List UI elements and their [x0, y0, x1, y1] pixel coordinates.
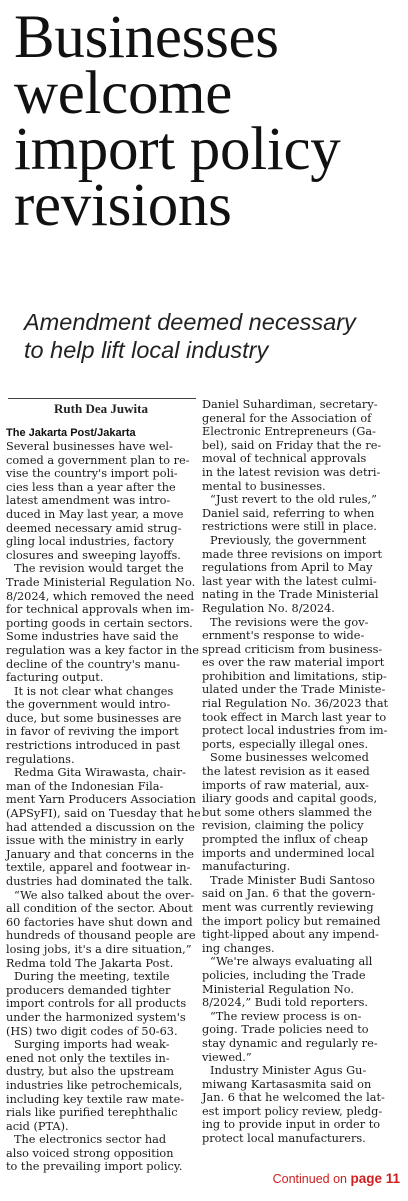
- text-line: Several businesses have wel-: [6, 440, 173, 453]
- byline-rule: [8, 398, 196, 399]
- text-line: nating in the Trade Ministerial: [202, 588, 379, 602]
- text-line: Some industries have said the: [6, 630, 179, 644]
- text-line: ened not only the textiles in-: [6, 1051, 170, 1065]
- text-line: The revision would target the: [14, 562, 184, 576]
- text-line: (APSyFI), said on Tuesday that he: [6, 807, 201, 821]
- text-line: mental to businesses.: [202, 479, 326, 493]
- text-line: had attended a discussion on the: [6, 820, 195, 834]
- text-line: iliary goods and capital goods,: [202, 792, 378, 806]
- text-line: Previously, the government: [210, 533, 367, 547]
- subheadline-line: Amendment deemed necessary: [24, 309, 356, 335]
- text-line: general for the Association of: [202, 411, 372, 425]
- text-line: protect local manufacturers.: [202, 1132, 366, 1146]
- text-line: ment Yarn Producers Association: [6, 793, 196, 807]
- text-line: vise the country's import poli-: [6, 467, 178, 481]
- text-line: for technical approvals when im-: [6, 603, 195, 617]
- continued-page: page 11: [350, 1171, 400, 1186]
- text-line: restrictions introduced in past: [6, 739, 181, 753]
- text-line: “The review process is on-: [210, 1009, 362, 1023]
- text-line: miwang Kartasasmita said on: [202, 1077, 372, 1091]
- text-line: Electronic Entrepreneurs (Ga-: [202, 425, 376, 439]
- text-line: “Just revert to the old rules,”: [210, 493, 377, 507]
- text-line: under the harmonized system's: [6, 1010, 186, 1024]
- text-line: Trade Minister Budi Santoso: [210, 873, 375, 887]
- headline-line: welcome: [14, 60, 233, 127]
- text-line: “We also talked about the over-: [14, 888, 195, 902]
- text-line: imports and undermined local: [202, 846, 375, 860]
- text-line: viewed.”: [202, 1050, 252, 1064]
- text-line: all condition of the sector. About: [6, 902, 193, 916]
- text-line: duce, but some businesses are: [6, 711, 182, 725]
- continued-note: [273, 1171, 400, 1186]
- text-line: stay dynamic and regularly re-: [202, 1036, 378, 1050]
- text-line: 60 factories have shut down and: [6, 915, 193, 929]
- text-line: the import policy but remained: [202, 914, 381, 928]
- text-line: latest amendment was intro-: [6, 494, 171, 508]
- text-line: took effect in March last year to: [202, 710, 387, 724]
- text-line: Surging imports had weak-: [14, 1038, 170, 1052]
- text-line: also voiced strong opposition: [6, 1146, 174, 1160]
- text-line: issue with the ministry in early: [6, 834, 184, 848]
- text-line: rials like purified terephthalic: [6, 1106, 178, 1120]
- text-line: ment was currently reviewing: [202, 900, 374, 914]
- text-line: Some businesses welcomed: [210, 751, 369, 765]
- text-line: cies less than a year after the: [6, 480, 176, 494]
- article-column-left: [6, 398, 201, 1174]
- text-line: imports of raw material, aux-: [202, 778, 369, 792]
- text-line: man of the Indonesian Fila-: [6, 779, 164, 793]
- text-line: est import policy review, pledg-: [202, 1104, 383, 1118]
- text-line: The electronics sector had: [14, 1133, 167, 1147]
- text-line: Ministerial Regulation No.: [202, 982, 354, 996]
- text-line: import controls for all products: [6, 997, 187, 1011]
- text-line: “We're always evaluating all: [210, 955, 373, 969]
- text-line: last year with the latest culmi-: [202, 574, 377, 588]
- text-line: Jan. 6 that he welcomed the lat-: [202, 1091, 385, 1105]
- text-line: It is not clear what changes: [14, 684, 174, 698]
- text-line: ulated under the Trade Ministe-: [202, 683, 386, 697]
- text-line: 8/2024,” Budi told reporters.: [202, 996, 369, 1010]
- text-line: regulations from April to May: [202, 561, 373, 575]
- text-line: bel), said on Friday that the re-: [202, 438, 382, 452]
- text-line: ernment's response to wide-: [202, 629, 365, 643]
- text-line: manufacturing.: [202, 860, 291, 874]
- continued-label: Continued on: [272, 1172, 347, 1186]
- headline-line: import policy: [14, 116, 341, 183]
- text-line: comed a government plan to re-: [6, 453, 190, 467]
- text-line: Regulation No. 8/2024.: [202, 601, 335, 615]
- dateline: The Jakarta Post/Jakarta: [6, 427, 136, 439]
- text-line: in the latest revision was detri-: [202, 465, 381, 479]
- text-line: gling local industries, factory: [6, 535, 175, 549]
- subheadline-line: to help lift local industry: [24, 337, 269, 363]
- text-line: revision, claiming the policy: [202, 819, 364, 833]
- text-line: The revisions were the gov-: [210, 615, 369, 629]
- text-line: in favor of reviving the import: [6, 725, 179, 739]
- text-line: (HS) two digit codes of 50-63.: [6, 1024, 178, 1038]
- text-line: closures and sweeping layoffs.: [6, 548, 181, 562]
- body-text-left: [6, 440, 201, 1174]
- text-line: Industry Minister Agus Gu-: [210, 1064, 367, 1078]
- text-line: ing to provide input in order to: [202, 1118, 381, 1132]
- text-line: producers demanded tighter: [6, 983, 171, 997]
- text-line: decline of the country's manu-: [6, 657, 180, 671]
- text-line: made three revisions on import: [202, 547, 383, 561]
- text-line: January and that concerns in the: [6, 847, 194, 861]
- text-line: Daniel Suhardiman, secretary-: [202, 398, 378, 411]
- text-line: to the prevailing import policy.: [6, 1160, 183, 1174]
- text-line: textile, apparel and footwear in-: [6, 861, 191, 875]
- headline: [14, 4, 404, 239]
- text-line: Trade Ministerial Regulation No.: [6, 575, 196, 589]
- text-line: rial Regulation No. 36/2023 that: [202, 697, 389, 711]
- text-line: moval of technical approvals: [202, 452, 367, 466]
- text-line: hundreds of thousand people are: [6, 929, 196, 943]
- text-line: ing changes.: [202, 941, 275, 955]
- body-text-right: [202, 398, 392, 1146]
- text-line: 8/2024, which removed the need: [6, 589, 195, 603]
- text-line: Redma Gita Wirawasta, chair-: [14, 766, 186, 780]
- text-line: dustries had dominated the talk.: [6, 875, 193, 888]
- text-line: the latest revision as it eased: [202, 765, 370, 779]
- text-line: facturing output.: [6, 671, 104, 685]
- byline: Ruth Dea Juwita: [54, 401, 148, 416]
- article-column-right: [202, 398, 392, 1146]
- text-line: industries like petrochemicals,: [6, 1078, 183, 1092]
- text-line: ports, especially illegal ones.: [202, 737, 369, 751]
- text-line: protect local industries from im-: [202, 724, 388, 738]
- text-line: acid (PTA).: [6, 1119, 69, 1133]
- text-line: dustry, but also the upstream: [6, 1065, 174, 1079]
- byline-block: [6, 398, 196, 422]
- text-line: prompted the influx of cheap: [202, 833, 369, 846]
- text-line: but some others slammed the: [202, 805, 372, 819]
- text-line: porting goods in certain sectors.: [6, 616, 193, 630]
- text-line: policies, including the Trade: [202, 968, 366, 982]
- text-line: prohibition and limitations, stip-: [202, 669, 387, 683]
- text-line: going. Trade policies need to: [202, 1023, 369, 1037]
- subheadline: [24, 308, 404, 364]
- text-line: said on Jan. 6 that the govern-: [202, 887, 376, 901]
- text-line: including key textile raw mate-: [6, 1092, 185, 1106]
- text-line: restrictions were still in place.: [202, 520, 377, 534]
- headline-line: revisions: [14, 172, 232, 239]
- text-line: tight-lipped about any impend-: [202, 928, 379, 942]
- text-line: regulations.: [6, 752, 75, 766]
- text-line: es over the raw material import: [202, 656, 385, 670]
- text-line: deemed necessary amid strug-: [6, 521, 182, 535]
- text-line: Redma told The Jakarta Post.: [6, 956, 174, 970]
- text-line: regulation was a key factor in the: [6, 643, 199, 657]
- text-line: the government would intro-: [6, 698, 171, 712]
- headline-line: Businesses: [14, 4, 279, 71]
- text-line: During the meeting, textile: [14, 970, 170, 984]
- text-line: spread criticism from business-: [202, 642, 383, 656]
- text-line: losing jobs, it's a dire situation,”: [6, 942, 192, 956]
- text-line: Daniel said, referring to when: [202, 506, 375, 520]
- text-line: duced in May last year, a move: [6, 507, 184, 521]
